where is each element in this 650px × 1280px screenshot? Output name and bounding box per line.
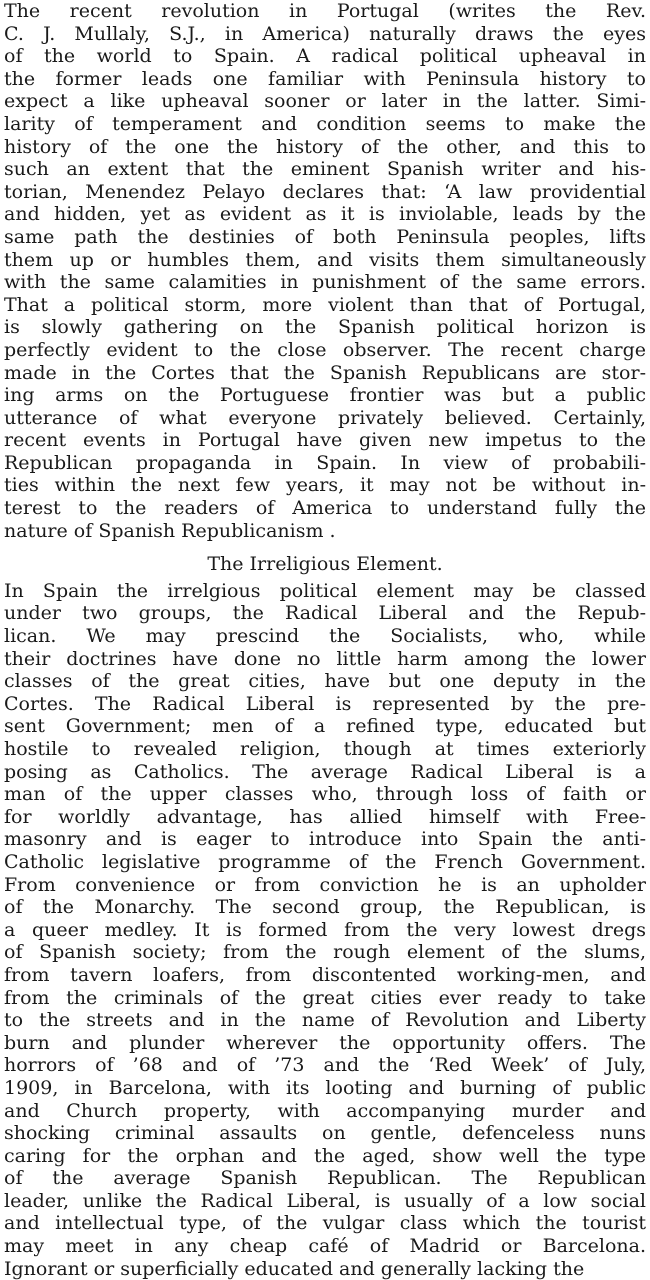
text-line: Republican propaganda in Spain. In view of probabili- — [4, 451, 646, 474]
text-line: The recent revolution in Portugal (writes the Rev. — [4, 0, 646, 22]
paragraph-1 — [4, 0, 646, 542]
article — [4, 0, 646, 1280]
text-line: larity of temperament and condition seems to make the — [4, 112, 646, 135]
text-line: history of the one the history of the other, and this to — [4, 135, 646, 158]
text-line: classes of the great cities, have but one deputy in the — [4, 670, 646, 693]
text-line: masonry and is eager to introduce into Spain the anti- — [4, 828, 646, 851]
text-line: hostile to revealed religion, though at times exteriorly — [4, 738, 646, 760]
text-line: of the world to Spain. A radical political upheaval in — [4, 45, 646, 68]
text-line: of the Monarchy. The second group, the Republican, is — [4, 896, 646, 919]
text-line: man of the upper classes who, through loss of faith or — [4, 783, 646, 806]
section-heading: The Irreligious Element. — [207, 553, 443, 576]
text-line: and intellectual type, of the vulgar class which the tourist — [4, 1212, 646, 1235]
text-line: Cortes. The Radical Liberal is represented by the pre- — [4, 692, 646, 715]
text-line: same path the destinies of both Peninsula peoples, lifts — [4, 225, 646, 248]
text-line: is slowly gathering on the Spanish political horizon is — [4, 316, 646, 339]
text-line: lican. We may prescind the Socialists, who, while — [4, 625, 646, 648]
text-line: horrors of ’68 and of ’73 and the ‘Red Week’ of July, — [4, 1054, 646, 1077]
text-line: from the criminals of the great cities ever ready to take — [4, 986, 646, 1009]
text-line: made in the Cortes that the Spanish Republicans are stor- — [4, 361, 646, 384]
text-line: may meet in any cheap café of Madrid or Barcelona. — [4, 1235, 646, 1258]
text-line: from tavern loafers, from discontented working-men, and — [4, 963, 646, 986]
text-line: terest to the readers of America to understand fully the — [4, 497, 646, 520]
text-line: That a political storm, more violent than that of Portugal, — [4, 293, 646, 316]
text-line: burn and plunder wherever the opportunity offers. The — [4, 1031, 646, 1054]
text-line: perfectly evident to the close observer. The recent charge — [4, 338, 646, 361]
text-line: of Spanish society; from the rough element of the slums, — [4, 941, 646, 964]
text-line: 1909, in Barcelona, with its looting and burning of public — [4, 1076, 646, 1099]
text-line: posing as Catholics. The average Radical Liberal is a — [4, 760, 646, 783]
text-line: of the average Spanish Republican. The Republican — [4, 1167, 646, 1190]
text-line: Catholic legislative programme of the French Government. — [4, 850, 646, 873]
text-line: and hidden, yet as evident as it is inviolable, leads by the — [4, 203, 646, 226]
text-line: expect a like upheaval sooner or later in the latter. Simi- — [4, 90, 646, 113]
text-line: them up or humbles them, and visits them simultaneously — [4, 248, 646, 271]
text-line: their doctrines have done no little harm among the lower — [4, 647, 646, 670]
text-line: with the same calamities in punishment of the same errors. — [4, 271, 646, 294]
text-line: From convenience or from conviction he is an upholder — [4, 873, 646, 896]
text-line: and Church property, with accompanying murder and — [4, 1099, 646, 1122]
text-line: such an extent that the eminent Spanish writer and his- — [4, 158, 646, 181]
paragraph-2 — [4, 580, 646, 1280]
text-line: recent events in Portugal have given new impetus to the — [4, 429, 646, 452]
text-line: sent Government; men of a refined type, educated but — [4, 715, 646, 738]
text-line: under two groups, the Radical Liberal and the Repub- — [4, 602, 646, 625]
text-line: ing arms on the Portuguese frontier was but a public — [4, 384, 646, 407]
text-line: for worldly advantage, has allied himself with Free- — [4, 805, 646, 828]
text-line: shocking criminal assaults on gentle, defenceless nuns — [4, 1122, 646, 1145]
text-line: a queer medley. It is formed from the very lowest dregs — [4, 918, 646, 941]
text-line: Ignorant or superficially educated and generally lacking the — [4, 1257, 585, 1280]
text-line: torian, Menendez Pelayo declares that: ‘A law providential — [4, 180, 646, 203]
text-line: ties within the next few years, it may not be without in- — [4, 474, 646, 497]
text-line: utterance of what everyone privately believed. Certainly, — [4, 406, 646, 429]
text-line: In Spain the irrelgious political element may be classed — [4, 579, 646, 602]
text-line: the former leads one familiar with Peninsula history to — [4, 67, 646, 90]
text-line: caring for the orphan and the aged, show well the type — [4, 1144, 646, 1167]
text-line: nature of Spanish Republicanism . — [4, 519, 336, 542]
text-line: C. J. Mullaly, S.J., in America) naturally draws the eyes — [4, 22, 646, 45]
text-line: leader, unlike the Radical Liberal, is usually of a low social — [4, 1189, 646, 1212]
text-line: to the streets and in the name of Revolution and Liberty — [4, 1009, 646, 1032]
